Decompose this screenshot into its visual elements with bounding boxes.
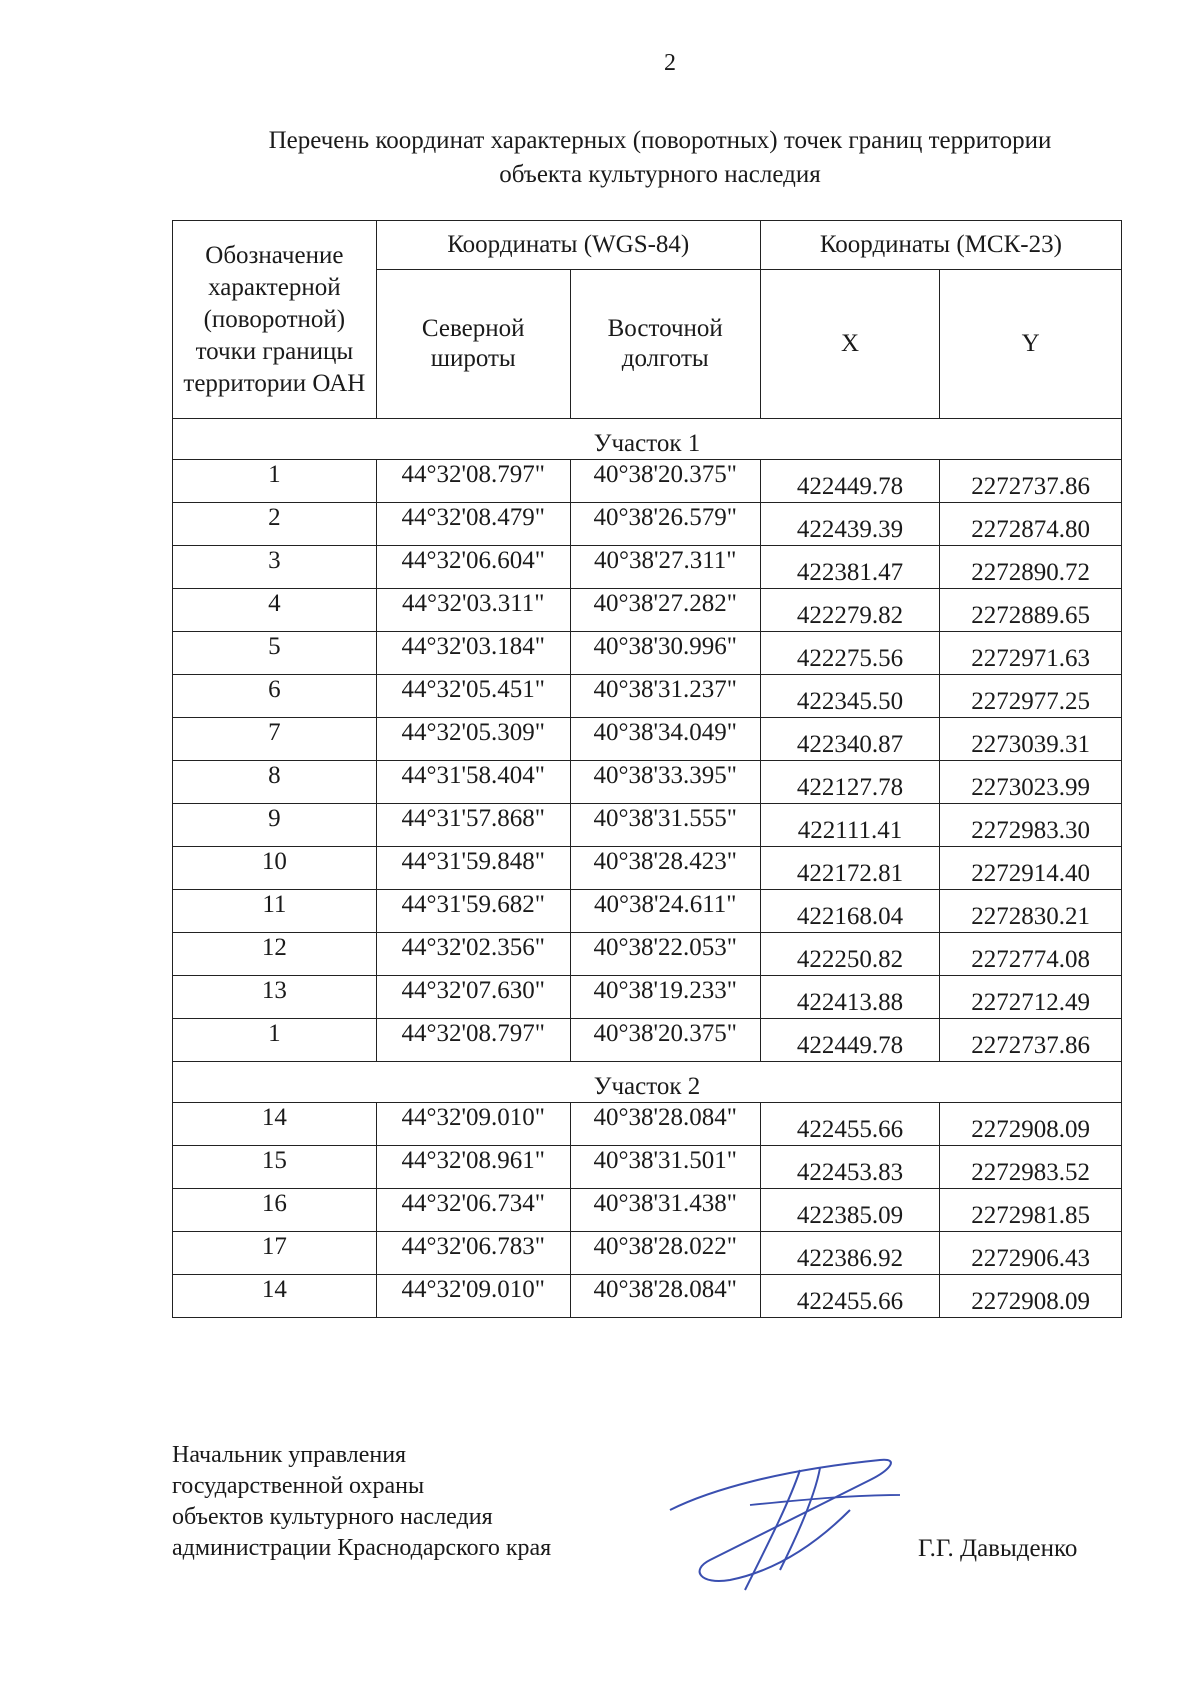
cell-lon: 40°38'28.084" xyxy=(570,1275,760,1318)
table-row xyxy=(173,1019,1122,1062)
cell-num: 15 xyxy=(173,1146,377,1189)
cell-x: 422275.56 xyxy=(760,632,940,675)
cell-num: 5 xyxy=(173,632,377,675)
table-row xyxy=(173,1189,1122,1232)
cell-lat: 44°32'06.734" xyxy=(376,1189,570,1232)
cell-num: 17 xyxy=(173,1232,377,1275)
header-point-designation: Обозначение характерной (поворотной) точки границы территории ОАН xyxy=(173,221,377,419)
cell-x: 422453.83 xyxy=(760,1146,940,1189)
title-line-1: Перечень координат характерных (поворотных) точек границ территории xyxy=(268,127,1052,154)
cell-num: 6 xyxy=(173,675,377,718)
signatory-position xyxy=(172,1440,551,1564)
table-row xyxy=(173,1275,1122,1318)
cell-lon: 40°38'33.395" xyxy=(570,761,760,804)
cell-x: 422345.50 xyxy=(760,675,940,718)
table-row xyxy=(173,890,1122,933)
title-line-2: объекта культурного наследия xyxy=(499,161,821,188)
cell-lat: 44°32'03.311" xyxy=(376,589,570,632)
cell-x: 422172.81 xyxy=(760,847,940,890)
table-row xyxy=(173,589,1122,632)
table-row xyxy=(173,804,1122,847)
cell-y: 2272908.09 xyxy=(940,1275,1122,1318)
table-row xyxy=(173,632,1122,675)
signatory-line: объектов культурного наследия xyxy=(172,1504,493,1530)
cell-lon: 40°38'34.049" xyxy=(570,718,760,761)
cell-lat: 44°31'57.868" xyxy=(376,804,570,847)
cell-x: 422279.82 xyxy=(760,589,940,632)
cell-lat: 44°32'02.356" xyxy=(376,933,570,976)
signatory-name: Г.Г. Давыденко xyxy=(918,1535,1078,1562)
cell-num: 2 xyxy=(173,503,377,546)
cell-lat: 44°32'03.184" xyxy=(376,632,570,675)
cell-y: 2272977.25 xyxy=(940,675,1122,718)
cell-x: 422386.92 xyxy=(760,1232,940,1275)
cell-lat: 44°32'09.010" xyxy=(376,1103,570,1146)
cell-y: 2272908.09 xyxy=(940,1103,1122,1146)
cell-lat: 44°31'58.404" xyxy=(376,761,570,804)
cell-num: 14 xyxy=(173,1275,377,1318)
cell-num: 1 xyxy=(173,460,377,503)
table-row xyxy=(173,546,1122,589)
cell-lon: 40°38'20.375" xyxy=(570,460,760,503)
section-title: Участок 2 xyxy=(173,1062,1122,1103)
cell-y: 2272981.85 xyxy=(940,1189,1122,1232)
cell-num: 16 xyxy=(173,1189,377,1232)
cell-y: 2272889.65 xyxy=(940,589,1122,632)
header-y: Y xyxy=(940,270,1122,419)
cell-x: 422340.87 xyxy=(760,718,940,761)
cell-lat: 44°32'07.630" xyxy=(376,976,570,1019)
table-row xyxy=(173,1146,1122,1189)
cell-num: 8 xyxy=(173,761,377,804)
cell-x: 422381.47 xyxy=(760,546,940,589)
cell-lon: 40°38'27.282" xyxy=(570,589,760,632)
signatory-line: администрации Краснодарского края xyxy=(172,1535,552,1561)
cell-y: 2272906.43 xyxy=(940,1232,1122,1275)
table-row xyxy=(173,1103,1122,1146)
cell-num: 11 xyxy=(173,890,377,933)
table-row xyxy=(173,675,1122,718)
cell-lat: 44°32'05.309" xyxy=(376,718,570,761)
cell-num: 1 xyxy=(173,1019,377,1062)
cell-lon: 40°38'22.053" xyxy=(570,933,760,976)
table-row xyxy=(173,718,1122,761)
cell-y: 2272983.30 xyxy=(940,804,1122,847)
cell-lat: 44°32'08.961" xyxy=(376,1146,570,1189)
cell-x: 422168.04 xyxy=(760,890,940,933)
handwritten-signature xyxy=(650,1450,950,1600)
cell-lon: 40°38'19.233" xyxy=(570,976,760,1019)
cell-x: 422413.88 xyxy=(760,976,940,1019)
cell-num: 13 xyxy=(173,976,377,1019)
cell-x: 422250.82 xyxy=(760,933,940,976)
cell-y: 2272830.21 xyxy=(940,890,1122,933)
header-x: X xyxy=(760,270,940,419)
cell-num: 7 xyxy=(173,718,377,761)
cell-lon: 40°38'28.084" xyxy=(570,1103,760,1146)
table-row xyxy=(173,460,1122,503)
table-row xyxy=(173,1232,1122,1275)
cell-x: 422449.78 xyxy=(760,1019,940,1062)
table-row xyxy=(173,976,1122,1019)
cell-lon: 40°38'31.237" xyxy=(570,675,760,718)
cell-y: 2272874.80 xyxy=(940,503,1122,546)
cell-lon: 40°38'24.611" xyxy=(570,890,760,933)
cell-y: 2272712.49 xyxy=(940,976,1122,1019)
signatory-line: Начальник управления xyxy=(172,1442,407,1468)
cell-lat: 44°32'08.797" xyxy=(376,1019,570,1062)
header-wgs84: Координаты (WGS-84) xyxy=(376,221,760,270)
cell-lat: 44°32'09.010" xyxy=(376,1275,570,1318)
cell-lon: 40°38'27.311" xyxy=(570,546,760,589)
cell-y: 2273023.99 xyxy=(940,761,1122,804)
cell-lat: 44°32'06.783" xyxy=(376,1232,570,1275)
section-title: Участок 1 xyxy=(173,419,1122,460)
table-body xyxy=(173,419,1122,1318)
document-title xyxy=(190,124,1130,192)
table-row xyxy=(173,761,1122,804)
cell-y: 2272914.40 xyxy=(940,847,1122,890)
cell-lon: 40°38'28.022" xyxy=(570,1232,760,1275)
page-number: 2 xyxy=(664,50,676,76)
cell-y: 2272737.86 xyxy=(940,460,1122,503)
cell-x: 422449.78 xyxy=(760,460,940,503)
cell-lat: 44°32'06.604" xyxy=(376,546,570,589)
cell-y: 2272983.52 xyxy=(940,1146,1122,1189)
cell-lon: 40°38'26.579" xyxy=(570,503,760,546)
cell-lat: 44°32'08.479" xyxy=(376,503,570,546)
table-row xyxy=(173,847,1122,890)
header-latitude: Северной широты xyxy=(376,270,570,419)
cell-y: 2272774.08 xyxy=(940,933,1122,976)
table-row xyxy=(173,503,1122,546)
table-row xyxy=(173,933,1122,976)
cell-y: 2272737.86 xyxy=(940,1019,1122,1062)
cell-lat: 44°32'08.797" xyxy=(376,460,570,503)
cell-lat: 44°31'59.682" xyxy=(376,890,570,933)
cell-lon: 40°38'31.555" xyxy=(570,804,760,847)
cell-num: 3 xyxy=(173,546,377,589)
cell-x: 422439.39 xyxy=(760,503,940,546)
cell-y: 2272971.63 xyxy=(940,632,1122,675)
cell-num: 10 xyxy=(173,847,377,890)
cell-lon: 40°38'31.438" xyxy=(570,1189,760,1232)
cell-num: 9 xyxy=(173,804,377,847)
signatory-line: государственной охраны xyxy=(172,1473,425,1499)
cell-num: 14 xyxy=(173,1103,377,1146)
cell-y: 2272890.72 xyxy=(940,546,1122,589)
cell-lon: 40°38'20.375" xyxy=(570,1019,760,1062)
cell-num: 4 xyxy=(173,589,377,632)
cell-lon: 40°38'30.996" xyxy=(570,632,760,675)
cell-x: 422127.78 xyxy=(760,761,940,804)
header-msk23: Координаты (МСК-23) xyxy=(760,221,1121,270)
cell-lon: 40°38'28.423" xyxy=(570,847,760,890)
cell-lat: 44°32'05.451" xyxy=(376,675,570,718)
cell-x: 422455.66 xyxy=(760,1275,940,1318)
cell-num: 12 xyxy=(173,933,377,976)
section-row xyxy=(173,419,1122,460)
cell-lat: 44°31'59.848" xyxy=(376,847,570,890)
cell-lon: 40°38'31.501" xyxy=(570,1146,760,1189)
cell-x: 422385.09 xyxy=(760,1189,940,1232)
cell-y: 2273039.31 xyxy=(940,718,1122,761)
cell-x: 422111.41 xyxy=(760,804,940,847)
cell-x: 422455.66 xyxy=(760,1103,940,1146)
section-row xyxy=(173,1062,1122,1103)
coordinates-table xyxy=(172,220,1122,1318)
header-longitude: Восточной долготы xyxy=(570,270,760,419)
